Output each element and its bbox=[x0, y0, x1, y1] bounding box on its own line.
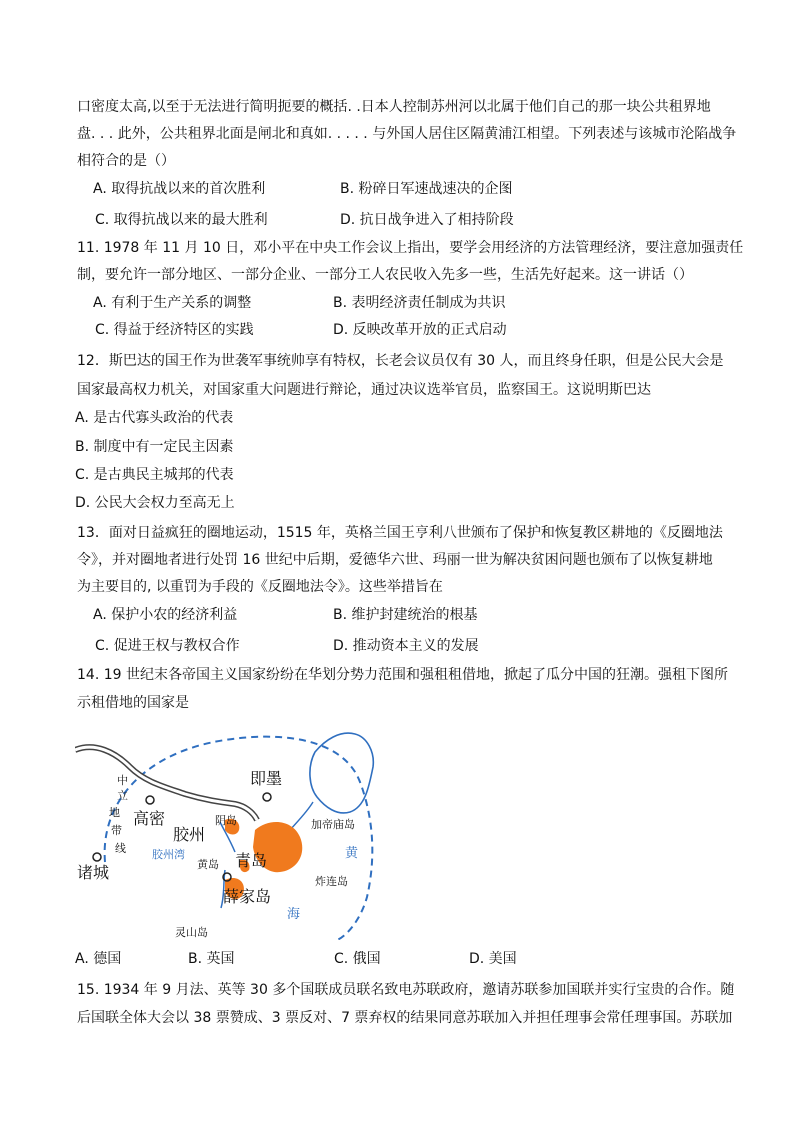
label-neutral-2: 立 bbox=[117, 789, 128, 802]
q13-stem-line3: 为主要目的, 以重罚为手段的《反圈地法令》。这些举措旨在 bbox=[77, 579, 443, 595]
label-yindao: 阴岛 bbox=[215, 814, 237, 827]
q14-stem-line1: 14. 19 世纪末各帝国主义国家纷纷在华划分势力范围和强租租借地，掀起了瓜分中国的狂潮。强租下图所 bbox=[77, 667, 728, 683]
label-neutral-5: 线 bbox=[115, 842, 126, 855]
label-huangdao: 黄岛 bbox=[197, 858, 219, 871]
q12-option-c[interactable]: C. 是古典民主城邦的代表 bbox=[75, 467, 234, 483]
q11-stem-line1: 11. 1978 年 11 月 10 日，邓小平在中央工作会议上指出，要学会用经济的方法管理经济，要注意加强责任 bbox=[77, 240, 744, 256]
label-gaomi: 高密 bbox=[133, 809, 166, 828]
q11-option-a[interactable]: A. 有利于生产关系的调整 bbox=[93, 295, 252, 311]
q13-option-a[interactable]: A. 保护小农的经济利益 bbox=[93, 607, 238, 623]
q10-option-d[interactable]: D. 抗日战争进入了相持阶段 bbox=[340, 212, 514, 228]
q12-option-a[interactable]: A. 是古代寡头政治的代表 bbox=[75, 410, 234, 426]
q10-stem-line1: 口密度太高,以至于无法进行简明扼要的概括. .日本人控制苏州河以北属于他们自己的那一块公共租界地 bbox=[77, 99, 711, 115]
q14-option-c[interactable]: C. 俄国 bbox=[334, 951, 381, 967]
q14-option-a[interactable]: A. 德国 bbox=[75, 951, 122, 967]
q13-stem-line2: 令》，并对圈地者进行处罚 16 世纪中后期，爱德华六世、玛丽一世为解决贫困问题也颁布了以恢复耕地 bbox=[77, 552, 713, 568]
q10-stem-line2: 盘. . . 此外，公共租界北面是闸北和真如. . . . . 与外国人居住区隔黄浦江相望。下列表述与该城市沦陷战争 bbox=[77, 126, 737, 142]
label-jiaozhouwan: 胶州湾 bbox=[152, 848, 185, 861]
q15-stem-line2: 后国联全体大会以 38 票赞成、3 票反对、7 票弃权的结果同意苏联加入并担任理事会常任理事国。苏联加 bbox=[77, 1010, 733, 1026]
label-neutral-3: 地 bbox=[109, 806, 120, 819]
q11-option-d[interactable]: D. 反映改革开放的正式启动 bbox=[333, 322, 507, 338]
q11-option-b[interactable]: B. 表明经济责任制成为共识 bbox=[333, 295, 506, 311]
label-qingdao: 青岛 bbox=[235, 851, 268, 870]
q14-option-b[interactable]: B. 英国 bbox=[188, 951, 235, 967]
label-xuejiadao: 薛家岛 bbox=[223, 887, 272, 906]
label-jiadi: 加帝庙岛 bbox=[311, 818, 355, 831]
label-huang-sea-1: 黄 bbox=[345, 846, 359, 861]
q13-option-d[interactable]: D. 推动资本主义的发展 bbox=[333, 638, 479, 654]
q11-option-c[interactable]: C. 得益于经济特区的实践 bbox=[95, 322, 254, 338]
q12-stem-line1: 12．斯巴达的国王作为世袭军事统帅享有特权，长老会议员仅有 30 人，而且终身任职，但是公民大会是 bbox=[77, 353, 724, 369]
q10-stem-line3: 相符合的是（） bbox=[77, 153, 175, 169]
q10-option-b[interactable]: B. 粉碎日军速战速决的企图 bbox=[340, 181, 513, 197]
q10-option-c[interactable]: C. 取得抗战以来的最大胜利 bbox=[95, 212, 268, 228]
q11-stem-line2: 制，要允许一部分地区、一部分企业、一部分工人农民收入先多一些，生活先好起来。这一讲话（） bbox=[77, 267, 693, 283]
q12-stem-line2: 国家最高权力机关，对国家重大问题进行辩论，通过决议选举官员，监察国王。这说明斯巴达 bbox=[77, 382, 651, 398]
label-jimo: 即墨 bbox=[250, 769, 283, 788]
jiaozhou-bay-map bbox=[75, 712, 380, 940]
q14-stem-line2: 示租借地的国家是 bbox=[77, 695, 189, 711]
q15-stem-line1: 15. 1934 年 9 月法、英等 30 多个国联成员联名致电苏联政府，邀请苏联参加国联并实行宝贵的合作。随 bbox=[77, 982, 735, 998]
q14-option-d[interactable]: D. 美国 bbox=[469, 951, 517, 967]
label-jiaozhou: 胶州 bbox=[173, 825, 206, 844]
label-neutral-1: 中 bbox=[117, 774, 128, 787]
q10-option-a[interactable]: A. 取得抗战以来的首次胜利 bbox=[93, 181, 266, 197]
q13-option-c[interactable]: C. 促进王权与教权合作 bbox=[95, 638, 240, 654]
q12-option-d[interactable]: D. 公民大会权力至高无上 bbox=[75, 495, 235, 511]
label-zhucheng: 诸城 bbox=[77, 863, 110, 882]
q12-option-b[interactable]: B. 制度中有一定民主因素 bbox=[75, 439, 234, 455]
q13-stem-line1: 13．面对日益疯狂的圈地运动，1515 年，英格兰国王亨利八世颁布了保护和恢复教区耕地的《反圈地法 bbox=[77, 525, 723, 541]
label-neutral-4: 带 bbox=[111, 824, 122, 837]
label-lingshan: 灵山岛 bbox=[175, 926, 208, 939]
q13-option-b[interactable]: B. 维护封建统治的根基 bbox=[333, 607, 478, 623]
label-huang-sea-2: 海 bbox=[287, 907, 301, 922]
label-zhalian: 炸连岛 bbox=[315, 875, 348, 888]
